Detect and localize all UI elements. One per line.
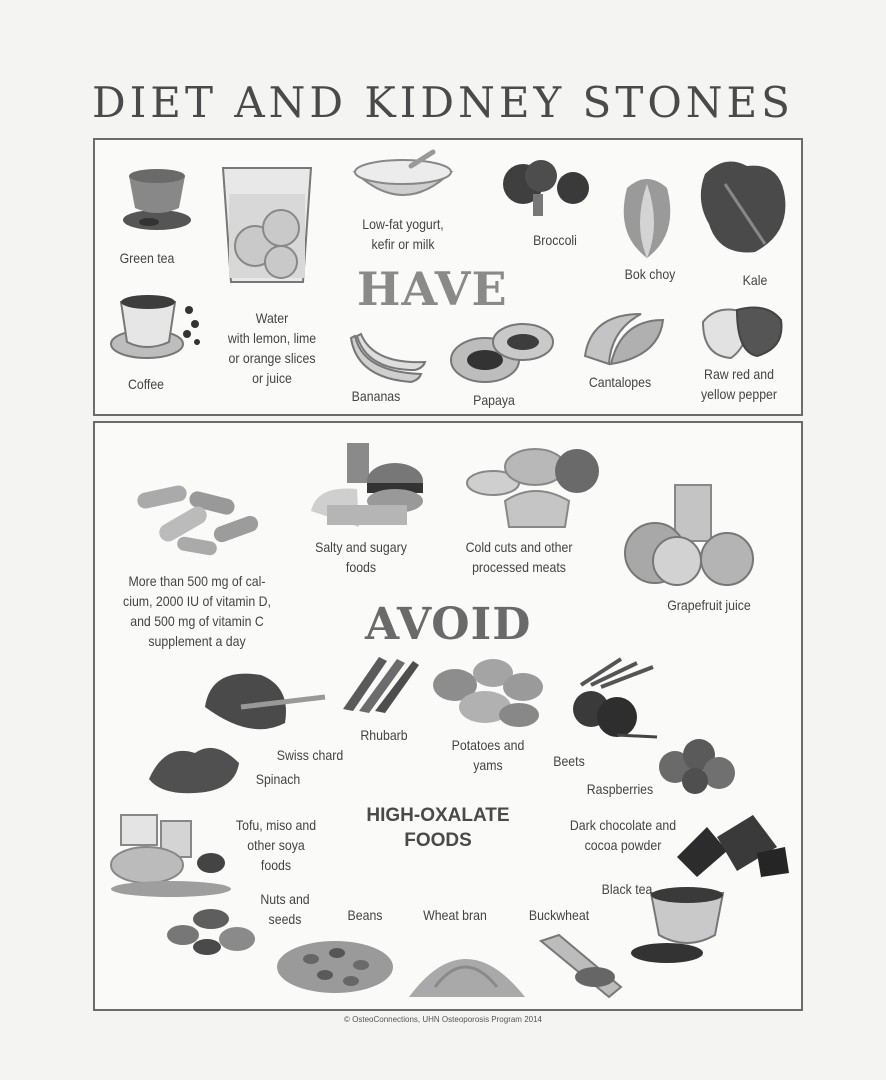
papaya-image [449, 316, 555, 386]
buckwheat-image [535, 931, 629, 1001]
swiss-chard-label: Swiss chard [276, 747, 344, 763]
cantalopes-image [581, 310, 665, 366]
green-tea-label: Green tea [119, 250, 175, 266]
bananas-label: Bananas [351, 388, 401, 404]
coffee-label: Coffee [127, 376, 165, 392]
kale-image [695, 154, 791, 258]
yogurt-image [351, 148, 455, 212]
green-tea-image [109, 156, 199, 234]
beans-image [275, 929, 395, 995]
cantalopes-label: Cantalopes [588, 374, 652, 390]
salty-foods-image [307, 441, 427, 533]
beets-image [561, 655, 671, 741]
wheat-bran-label: Wheat bran [423, 907, 487, 923]
rhubarb-image [339, 651, 425, 713]
supplements-label: More than 500 mg of cal- cium, 2000 IU of vitamin D, and 500 mg of vitamin C supplement a day [123, 573, 271, 649]
beets-label: Beets [553, 753, 585, 769]
papaya-label: Papaya [473, 392, 515, 408]
salty-foods-label: Salty and sugary foods [315, 539, 407, 575]
raspberries-label: Raspberries [586, 781, 654, 797]
bok-choy-image [611, 174, 683, 260]
kale-label: Kale [742, 272, 768, 288]
have-heading: HAVE [357, 262, 508, 316]
copyright-footer: © OsteoConnections, UHN Osteoporosis Program 2014 [344, 1015, 542, 1024]
raspberries-image [655, 733, 741, 797]
bok-choy-label: Bok choy [624, 266, 676, 282]
nuts-image [161, 895, 263, 961]
cold-cuts-image [465, 441, 603, 531]
grapefruit-label: Grapefruit juice [667, 597, 751, 613]
rhubarb-label: Rhubarb [360, 727, 408, 743]
avoid-heading: AVOID [365, 599, 532, 650]
high-oxalate-heading: HIGH-OXALATE FOODS [366, 805, 510, 851]
broccoli-image [499, 158, 595, 222]
black-tea-label: Black tea [601, 881, 653, 897]
spinach-image [145, 739, 245, 797]
supplements-image [129, 481, 269, 563]
tofu-image [107, 807, 235, 897]
tofu-label: Tofu, miso and other soya foods [235, 817, 317, 873]
potatoes-image [427, 651, 545, 733]
avoid-panel [93, 421, 803, 1011]
water-label: Water with lemon, lime or orange slices or juice [227, 310, 317, 386]
swiss-chard-image [201, 667, 329, 741]
grapefruit-image [621, 483, 757, 587]
wheat-bran-image [405, 927, 529, 1001]
dark-chocolate-label: Dark chocolate and cocoa powder [569, 817, 677, 853]
have-panel [93, 138, 803, 416]
peppers-image [697, 302, 787, 362]
cold-cuts-label: Cold cuts and other processed meats [465, 539, 573, 575]
spinach-label: Spinach [255, 771, 301, 787]
beans-label: Beans [347, 907, 383, 923]
nuts-label: Nuts and seeds [260, 891, 310, 927]
coffee-image [105, 284, 205, 366]
broccoli-label: Broccoli [533, 232, 577, 248]
yogurt-label: Low-fat yogurt, kefir or milk [362, 216, 444, 252]
water-glass-image [219, 164, 315, 288]
buckwheat-label: Buckwheat [528, 907, 590, 923]
bananas-image [349, 326, 429, 384]
dark-chocolate-image [667, 807, 791, 879]
peppers-label: Raw red and yellow pepper [700, 366, 778, 402]
page-title: DIET AND KIDNEY STONES [92, 78, 794, 127]
potatoes-label: Potatoes and yams [451, 737, 525, 773]
